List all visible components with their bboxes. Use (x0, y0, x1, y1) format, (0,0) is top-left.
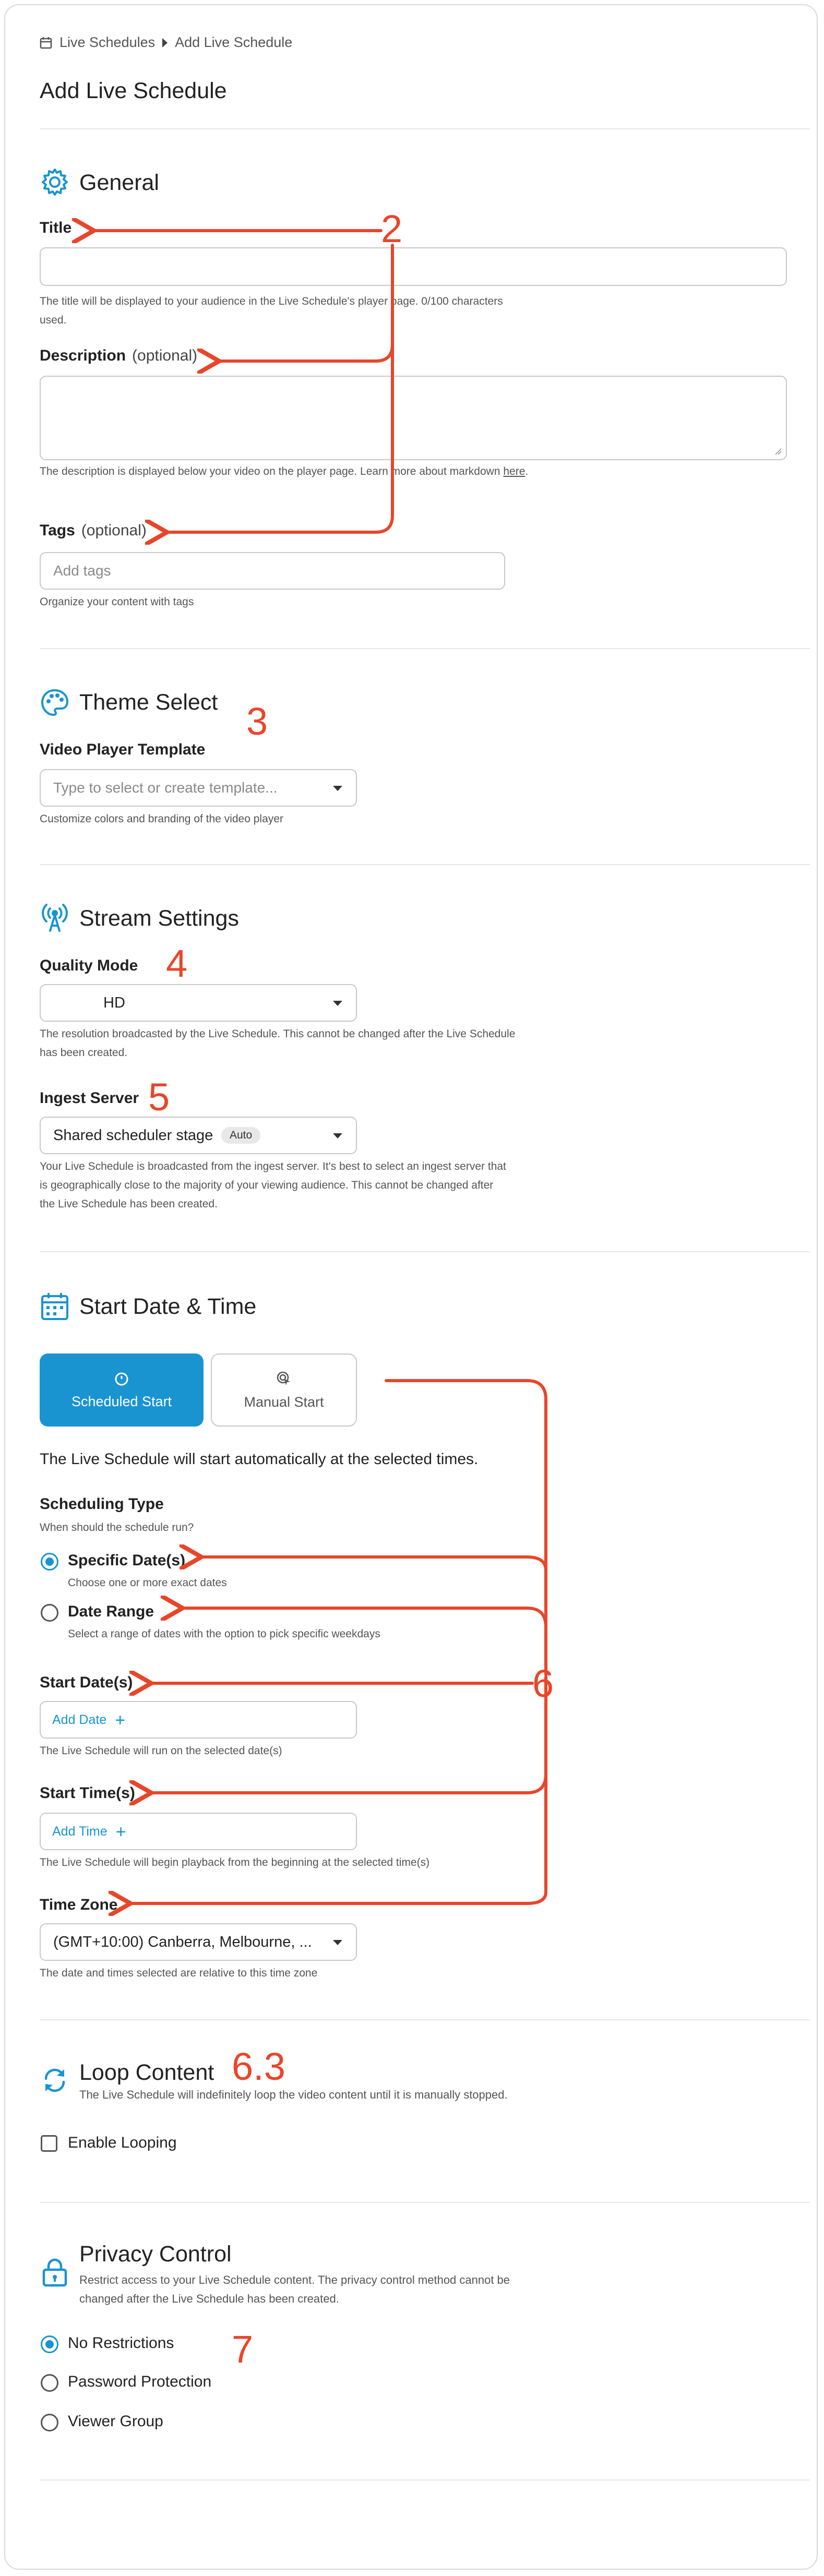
breadcrumb-current: Add Live Schedule (175, 34, 293, 50)
annotation-4: 4 (166, 942, 188, 985)
template-label: Video Player Template (40, 741, 206, 758)
viewer-group-label[interactable]: Viewer Group (68, 2413, 163, 2430)
timezone-select[interactable]: (GMT+10:00) Canberra, Melbourne, ... (40, 1923, 357, 1961)
auto-badge: Auto (221, 1127, 260, 1144)
enable-looping-label[interactable]: Enable Looping (68, 2134, 177, 2151)
manual-start-tile[interactable]: Manual Start (211, 1353, 357, 1427)
ingest-label: Ingest Server (40, 1089, 139, 1107)
annotation-5: 5 (148, 1075, 170, 1119)
section-title-loop: Loop Content (79, 2060, 214, 2085)
tags-label: Tags (optional) (40, 522, 147, 539)
scheduling-type-label: Scheduling Type (40, 1495, 164, 1513)
section-title-stream: Stream Settings (79, 906, 239, 931)
annotation-2: 2 (381, 207, 403, 250)
section-title-general: General (79, 170, 159, 195)
annotation-7: 7 (232, 2328, 254, 2371)
scheduled-start-tile[interactable]: Scheduled Start (40, 1353, 204, 1427)
quality-select[interactable]: HD (40, 984, 357, 1022)
specific-dates-help: Choose one or more exact dates (68, 1577, 227, 1589)
title-label: Title (40, 219, 72, 236)
annotation-3: 3 (246, 700, 268, 743)
plus-icon: + (115, 1822, 126, 1842)
title-help: The title will be displayed to your audience in the Live Schedule's player page. 0/100 characters used. (40, 295, 503, 326)
annotation-6-3: 6.3 (232, 2045, 285, 2088)
add-date-button[interactable]: Add Date + (52, 1710, 126, 1730)
scheduling-type-help: When should the schedule run? (40, 1521, 194, 1533)
start-dates-label: Start Date(s) (40, 1674, 133, 1691)
start-dates-help: The Live Schedule will run on the selected date(s) (40, 1745, 282, 1757)
tags-input[interactable]: Add tags (40, 552, 505, 590)
date-range-label[interactable]: Date Range (68, 1603, 154, 1620)
specific-dates-label[interactable]: Specific Date(s) (68, 1552, 186, 1569)
add-time-button[interactable]: Add Time + (52, 1822, 126, 1842)
loop-subtitle: The Live Schedule will indefinitely loop the video content until it is manually stopped. (79, 2088, 508, 2101)
quality-help: The resolution broadcasted by the Live Schedule. This cannot be changed after the Live Schedule has been created. (40, 1028, 516, 1059)
quality-label: Quality Mode (40, 957, 138, 974)
date-range-help: Select a range of dates with the option to pick specific weekdays (68, 1628, 380, 1640)
timezone-help: The date and times selected are relative to this time zone (40, 1967, 318, 1979)
section-title-privacy: Privacy Control (79, 2242, 232, 2267)
section-title-theme: Theme Select (79, 690, 218, 715)
no-restrictions-label[interactable]: No Restrictions (68, 2334, 174, 2352)
tags-help: Organize your content with tags (40, 596, 194, 608)
template-help: Customize colors and branding of the video player (40, 813, 283, 825)
start-times-help: The Live Schedule will begin playback from the beginning at the selected time(s) (40, 1856, 430, 1868)
template-select[interactable]: Type to select or create template... (40, 769, 357, 807)
annotation-6: 6 (532, 1662, 554, 1705)
plus-icon: + (115, 1710, 126, 1730)
timezone-label: Time Zone (40, 1896, 118, 1913)
page-title: Add Live Schedule (40, 78, 227, 103)
ingest-select[interactable]: Shared scheduler stage Auto (40, 1117, 357, 1154)
description-label: Description (optional) (40, 347, 198, 364)
markdown-link[interactable]: here (503, 465, 526, 477)
password-protection-label[interactable]: Password Protection (68, 2373, 212, 2390)
auto-start-text: The Live Schedule will start automatically at the selected times. (40, 1451, 479, 1468)
section-title-start: Start Date & Time (79, 1294, 257, 1319)
breadcrumb-live-schedules[interactable]: Live Schedules (59, 34, 156, 50)
description-help: The description is displayed below your video on the player page. Learn more about markdown here. (40, 465, 529, 477)
start-times-label: Start Time(s) (40, 1784, 135, 1802)
privacy-subtitle: Restrict access to your Live Schedule content. The privacy control method cannot be changed after the Live Schedule has been created. (79, 2273, 510, 2305)
ingest-help: Your Live Schedule is broadcasted from the ingest server. It's best to select an ingest server that is geographically close to the majority of your viewing audience. This cannot be changed after the Live Schedule has been created. (40, 1160, 506, 1210)
